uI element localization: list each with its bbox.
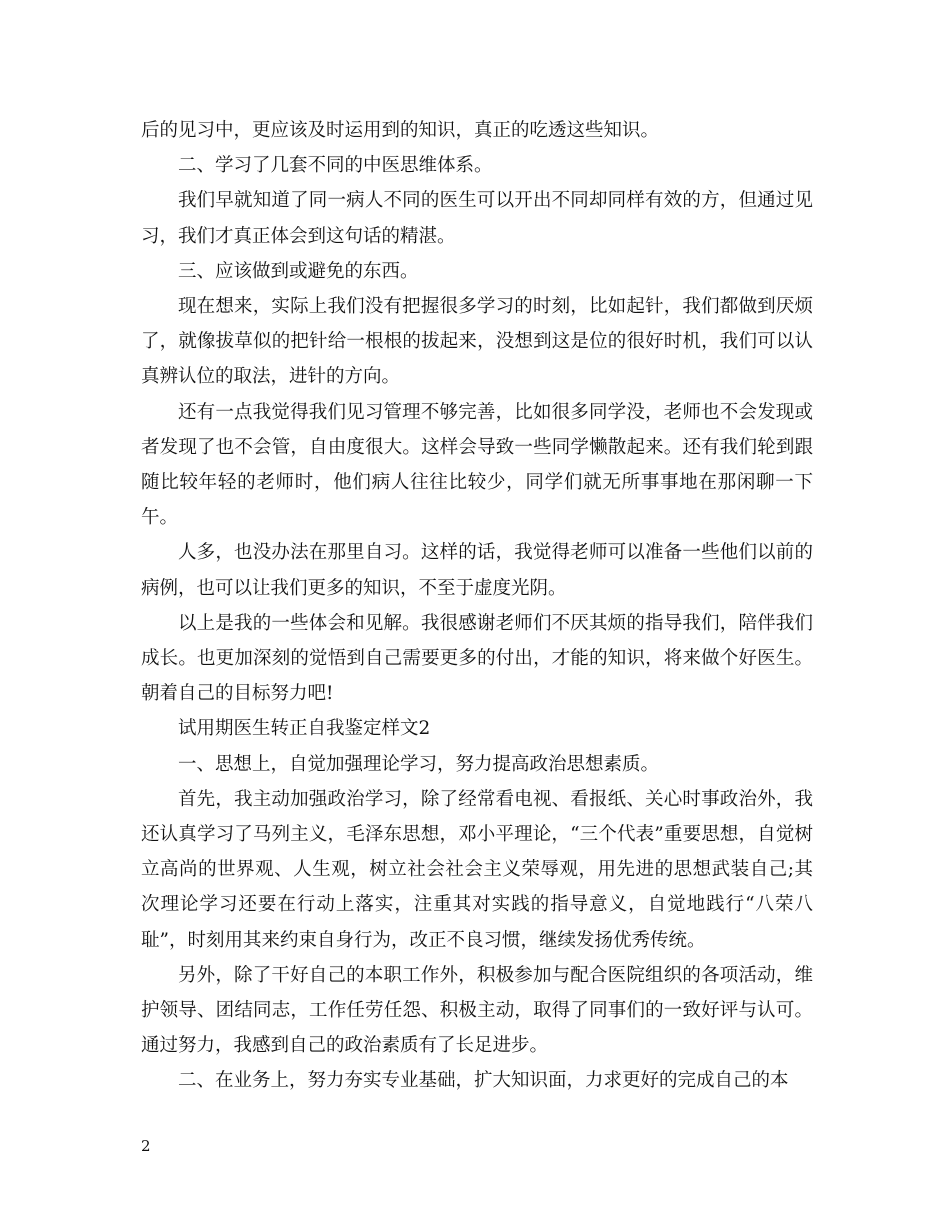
paragraph: 以上是我的一些体会和见解。我很感谢老师们不厌其烦的指导我们，陪伴我们成长。也更加深刻的觉悟到自己需要更多的付出，才能的知识，将来做个好医生。朝着自己的目标努力吧! xyxy=(141,612,813,705)
paragraph: 人多，也没办法在那里自习。这样的话，我觉得老师可以准备一些他们以前的病例，也可以让我们更多的知识，不至于虚度光阴。 xyxy=(141,542,813,599)
section-heading: 试用期医生转正自我鉴定样文2 xyxy=(178,718,431,740)
paragraph: 现在想来，实际上我们没有把握很多学习的时刻，比如起针，我们都做到厌烦了，就像拔草似的把针给一根根的拔起来，没想到这是位的很好时机，我们可以认真辨认位的取法，进针的方向。 xyxy=(141,296,813,388)
paragraph: 二、在业务上，努力夯实专业基础，扩大知识面，力求更好的完成自己的本 xyxy=(178,1070,789,1092)
page-number: 2 xyxy=(141,1137,151,1155)
paragraph: 首先，我主动加强政治学习，除了经常看电视、看报纸、关心时事政治外，我还认真学习了马列主义，毛泽东思想，邓小平理论，“三个代表”重要思想，自觉树立高尚的世界观、人生观，树立社会社会主义荣辱观，用先进的思想武装自己;其次理论学习还要在行动上落实，注重其对实践的指导意义，自觉地践行“八荣八耻”，时刻用其来约束自身行为，改正不良习惯，继续发扬优秀传统。 xyxy=(141,788,813,951)
paragraph: 我们早就知道了同一病人不同的医生可以开出不同却同样有效的方，但通过见习，我们才真正体会到这句话的精湛。 xyxy=(141,190,813,247)
paragraph: 后的见习中，更应该及时运用到的知识，真正的吃透这些知识。 xyxy=(141,120,660,141)
paragraph: 另外，除了干好自己的本职工作外，积极参加与配合医院组织的各项活动，维护领导、团结同志，工作任劳任怨、积极主动，取得了同事们的一致好评与认可。通过努力，我感到自己的政治素质有了长足进步。 xyxy=(141,964,813,1057)
paragraph: 一、思想上，自觉加强理论学习，努力提高政治思想素质。 xyxy=(178,753,660,775)
paragraph: 三、应该做到或避免的东西。 xyxy=(178,260,419,282)
paragraph: 二、学习了几套不同的中医思维体系。 xyxy=(178,155,493,177)
paragraph: 还有一点我觉得我们见习管理不够完善，比如很多同学没，老师也不会发现或者发现了也不会管，自由度很大。这样会导致一些同学懒散起来。还有我们轮到跟随比较年轻的老师时，他们病人往往比较少，同学们就无所事事地在那闲聊一下午。 xyxy=(141,401,813,529)
document-body xyxy=(141,113,813,1099)
